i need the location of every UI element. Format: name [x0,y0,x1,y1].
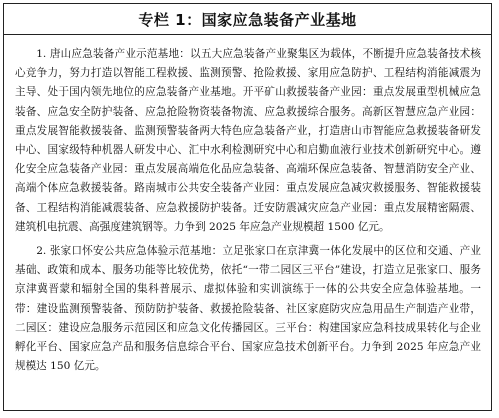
paragraph-zhangjiakou: 2. 张家口怀安公共应急体验示范基地：立足张家口在京津冀一体化发展中的区位和交通、产业基础、政策和成本、服务功能等比较优势，依托“一带二园区三平台”建设，打造立足张家口、服务京津冀晋蒙和辐射全国的集科普展示、虚拟体验和实训演练于一体的公共安全应急体验基地。一带：建设监测预警装备、预防防护装备、救援抢险装备、社区家庭防灾应急用品生产制造产业带，二园区：建设应急服务示范园区和应急文化传播园区。三平台：构建国家应急科技成果转化与企业孵化平台、国家应急产品和服务信息综合平台、国家应急技术创新平台。力争到 2025 年应急产业规模达 150 亿元。 [15,245,481,373]
box-title: 专栏 1：国家应急装备产业基地 [4,4,491,35]
paragraph-tangshan: 1. 唐山应急装备产业示范基地：以五大应急装备产业聚集区为载体，不断提升应急装备技术核心竞争力，努力打造以智能工程救援、监测预警、抢险救援、家用应急防护、工程结构消能减震为主导、处于国内领先地位的应急装备产业基地。开平矿山救援装备产业园：重点发展重型机械应急装备、应急安全防护装备、应急抢险物资装备物流、应急救援综合服务。高新区智慧应急产业园：重点发展智能救援装备、监测预警装备两大特色应急装备产业，打造唐山市智能应急救援装备研发中心、国家级特种机器人研发中心、汇中水利检测研究中心和启勤血液行业技术创新研究中心。遵化安全应急装备产业园：重点发展高端危化品应急装备、高端环保应急装备、智慧消防安全产业、高端个体应急救援装备。路南城市公共安全装备产业园：重点发展应急减灾救援服务、智能救援装备、工程结构消能减震装备、应急救援防护装备。迁安防震减灾应急产业园：重点发展精密隔震、建筑机电抗震、高强度建筑钢等。力争到 2025 年应急产业规模超 1500 亿元。 [15,48,481,233]
sidebar-box [3,3,492,411]
box-content [4,35,491,376]
